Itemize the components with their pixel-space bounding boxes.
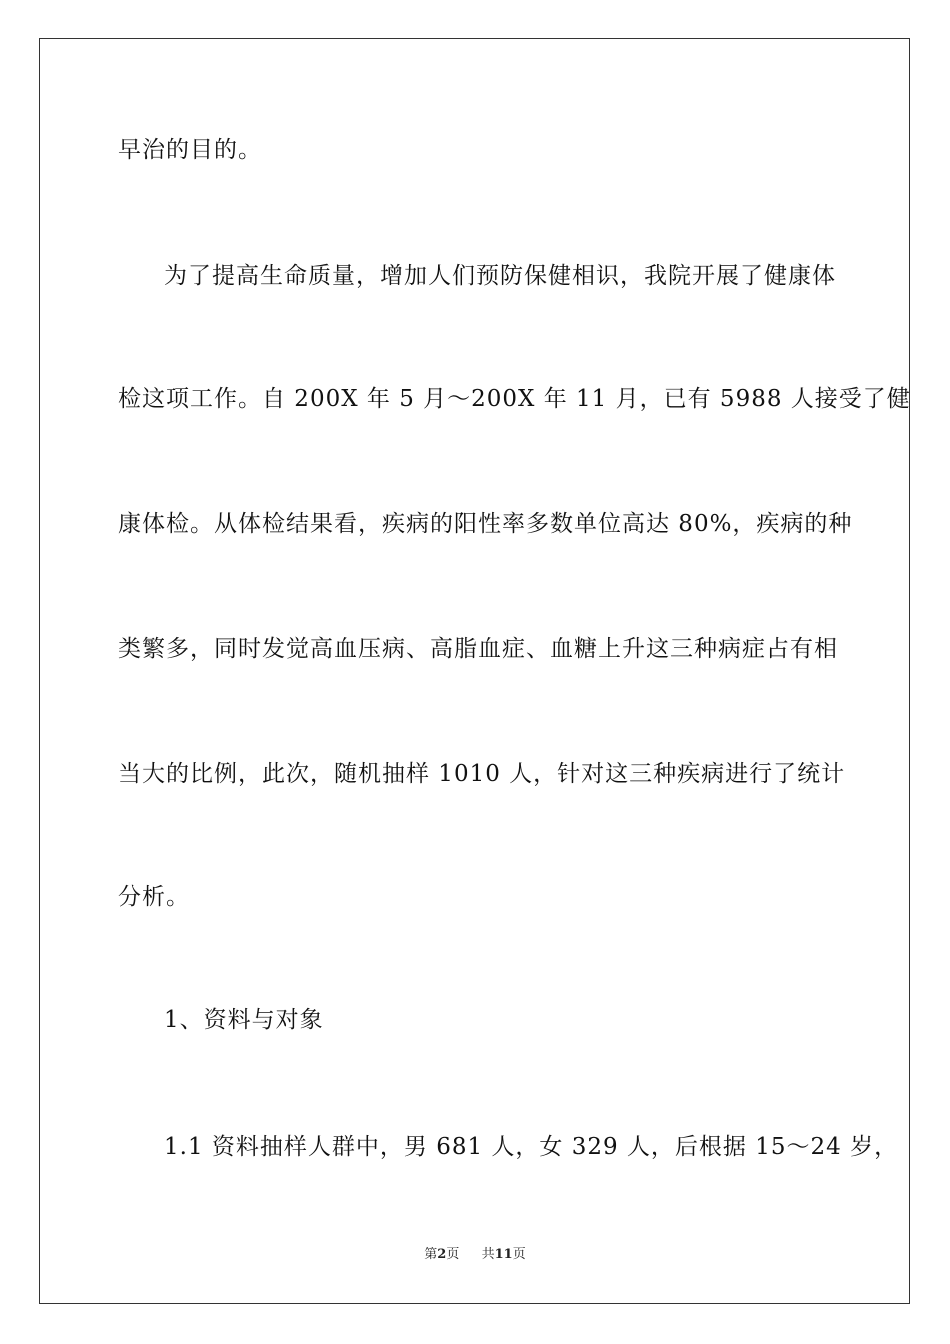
- paragraph-line-7: 分析。: [118, 884, 190, 910]
- paragraph-line-9: 1.1 资料抽样人群中，男 681 人，女 329 人，后根据 15～24 岁，: [164, 1134, 899, 1160]
- paragraph-line-4: 康体检。从体检结果看，疾病的阳性率多数单位高达 80%，疾病的种: [118, 511, 853, 537]
- footer-total-pages: 11: [494, 1247, 513, 1262]
- section-heading: 1、资料与对象: [164, 1007, 324, 1033]
- paragraph-line-3: 检这项工作。自 200X 年 5 月～200X 年 11 月，已有 5988 人接受了健: [118, 386, 911, 412]
- footer-page-number: 2: [437, 1247, 447, 1262]
- footer-page-prefix: 第: [424, 1247, 438, 1262]
- paragraph-line-2: 为了提高生命质量，增加人们预防保健相识，我院开展了健康体: [164, 263, 836, 289]
- footer-total-prefix: 共: [481, 1247, 495, 1262]
- page-border: [39, 38, 910, 1304]
- paragraph-line-6: 当大的比例，此次，随机抽样 1010 人，针对这三种疾病进行了统计: [118, 761, 846, 787]
- paragraph-line-5: 类繁多，同时发觉高血压病、高脂血症、血糖上升这三种病症占有相: [118, 636, 838, 662]
- footer-total-suffix: 页: [512, 1247, 526, 1262]
- page-footer: [0, 1246, 950, 1264]
- footer-page-suffix: 页: [446, 1247, 460, 1262]
- paragraph-line-1: 早治的目的。: [118, 137, 262, 163]
